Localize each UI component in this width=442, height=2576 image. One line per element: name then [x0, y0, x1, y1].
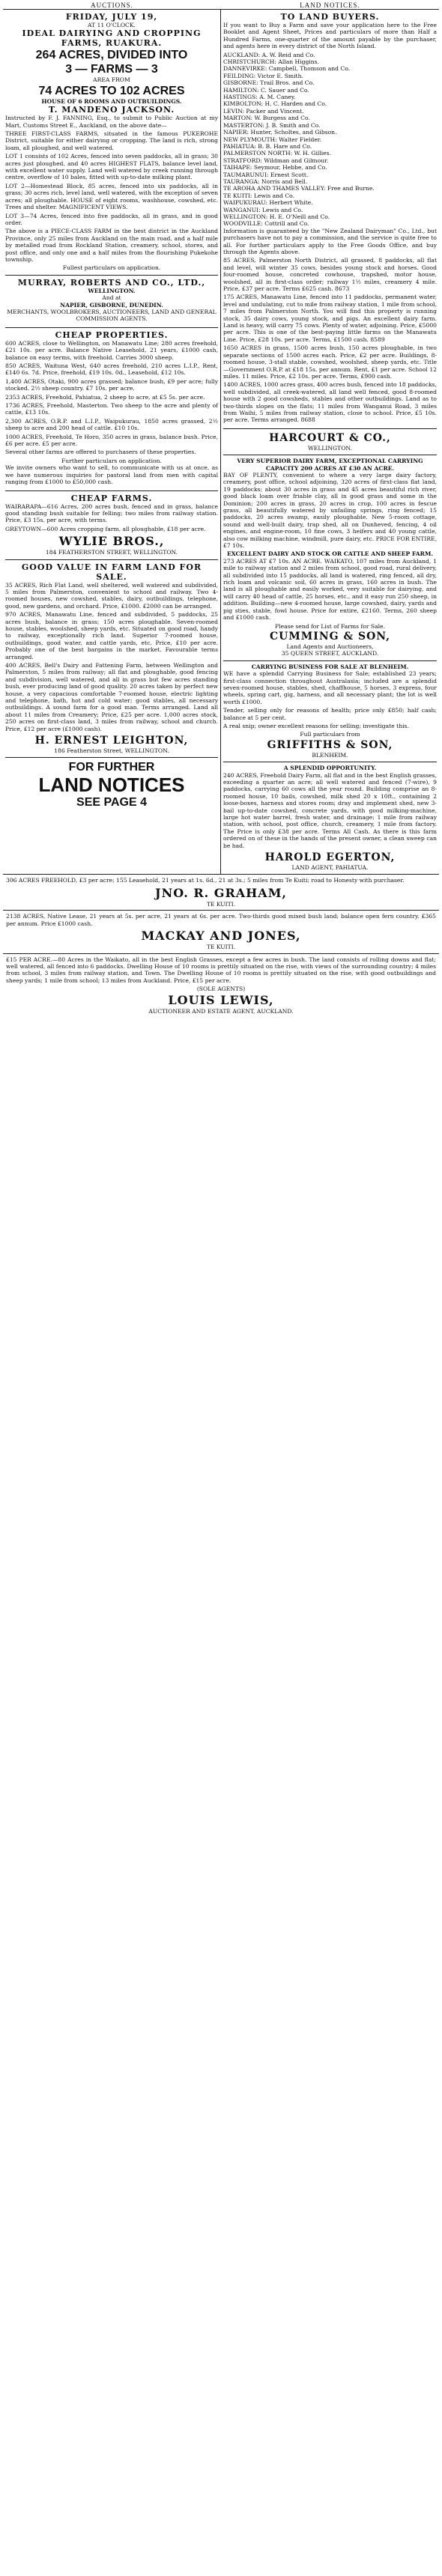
murray-roberts-ad — [5, 276, 218, 328]
auction-time: AT 11 O'CLOCK. — [88, 22, 136, 28]
murray-branches: NAPIER, GISBORNE, DUNEDIN. — [60, 301, 163, 309]
buyers-body: Information is guaranteed by the "New Zealand Dairyman" Co., Ltd., but purchasers have not to pay a commission, and the service is quite free to all. For further particulars apply to the Free Goods Office, and buy through the Agents above. — [223, 227, 437, 255]
agent-entry: WANGANUI: Lewis and Co. — [223, 206, 303, 213]
graham-ad — [3, 874, 439, 910]
further-notices-box — [5, 758, 218, 812]
agent-entry: TAIHAPE: Seymour, Hebbe, and Co. — [223, 164, 327, 171]
agent-entry: HAMILTON: C. Sauer and Co. — [223, 86, 309, 94]
listing: 1736 ACRES, Freehold, Masterton. Two sheep to the acre and plenty of cattle, £13 10s. — [5, 402, 218, 416]
page-header — [3, 1, 439, 10]
agents-list — [223, 52, 437, 228]
cheap-farms — [5, 491, 218, 560]
egerton-ad — [223, 762, 437, 874]
columns — [3, 10, 439, 874]
good-value — [5, 560, 218, 759]
agent-entry: WELLINGTON: H. E. O'Neill and Co. — [223, 213, 330, 220]
land-buyers — [223, 10, 437, 429]
further-line2: LAND NOTICES — [38, 774, 185, 797]
listing: 2353 ACRES, Freehold, Pahiatua, 2 sheep to acre, at £5 5s. per acre. — [5, 393, 205, 401]
auction-body3: The above is a PIECE-CLASS FARM in the best district in the Auckland Province, only 25 miles from Auckland on the main road, and a half mile by metalled road from Rockland Station, creamery, school, stores, and post office, and only one and a half miles from the flourishing Pukekohe township. — [5, 228, 218, 263]
carrying-line2: Tender, selling only for reasons of health; price only £850; half cash; balance at 5 per cent. — [223, 707, 437, 721]
listing: 2,300 ACRES, O.R.P. and L.I.P., Waipukurau, 1850 acres grassed, 2½ sheep to acre and 200 head of cattle. £10 10s. — [5, 417, 218, 432]
auction-body2: THREE FIRST-CLASS FARMS, situated in the famous PUKEROHE District, suitable for either dairying or cropping. The land is rich, strong loam, all ploughed, and well watered. — [5, 130, 218, 151]
listing: 1000 ACRES, Freehold, Te Horo, 350 acres in grass, balance bush. Price, £6 per acre. £5 per acre. — [5, 433, 218, 448]
murray-city: WELLINGTON. — [88, 287, 136, 294]
listing: 600 ACRES, close to Wellington, on Manawatu Line; 280 acres freehold, £21 10s. per acre. Balance Native Leasehold, 21 years, £1000 cash, balance on easy terms, with freehold. Carries 3000 sheep. — [5, 339, 218, 361]
further-line3: SEE PAGE 4 — [76, 796, 147, 809]
agent-entry: FEILDING: Victor E. Smith. — [223, 72, 303, 79]
buyers-intro: If you want to Buy a Farm and save your application here to the Free Booklet and Agent Sheet, Prices and particulars of more than Half a Hundred Farms, one-quarter of the amount payable by the purchaser, and agents here in every district of the North Island. — [223, 22, 437, 50]
agent-entry: WOODVILLE: Cottrill and Co. — [223, 220, 309, 228]
listing: WAIRARAPA—616 Acres, 200 acres bush, fenced and in grass, balance good standing bush suitable for felling; two miles from railway station. Price, £3 15s. per acre, with terms. — [5, 502, 218, 524]
mackay-city: TE KUITI. — [206, 944, 236, 951]
listing: Several other farms are offered to purchasers of these properties. — [5, 449, 196, 456]
agent-entry: STRATFORD: Wildman and Gilmour. — [223, 157, 329, 164]
listing: 1400 ACRES, 1000 acres grass, 400 acres bush, fenced into 18 paddocks, well subdivided, all creek-watered, all land well fenced, good 8-roomed house with 2 good cowsheds, stables and other outbuildings. Land as to two-thirds slopes on the flats; 11 miles from Wanganui Road, 3 miles from Waihi, 5 miles from railway station, close to school. Price, £5 10s. per acre. Terms arranged. 8688 — [223, 381, 437, 424]
auction-acres: 264 ACRES, DIVIDED INTO — [35, 49, 188, 62]
agent-entry: CHRISTCHURCH: Allan Higgins. — [223, 58, 319, 66]
cumming-body: 273 ACRES AT £7 10s. AN ACRE. WAIKATO, 107 miles from Auckland, 1 mile to railway station and 2 miles from school, good road, rural delivery, all subdivided into 15 paddocks, all land is watered, ring fenced, all dry, rich loam and volcanic soil, 60 acres in grass, 160 acres in bush. The land is all ploughable and easily worked, very suitable for dairying, and will carry 40 head of cattle, 25 horses, etc., and it easy run 250 sheep, in addition. Building—new 4-roomed house, large cowshed, dairy, yards and pig sties, stable, fowl house. Price for entire, £2160. Terms, 260 sheep and £1000 cash. — [223, 557, 437, 622]
wylie-name: WYLIE BROS., — [58, 534, 165, 549]
cumming-address: 35 QUEEN STREET, AUCKLAND. — [281, 650, 379, 657]
murray-and-at: And at — [102, 294, 121, 302]
mackay-ad — [3, 910, 439, 953]
lot-1: LOT 1 consists of 102 Acres, fenced into seven paddocks, all in grass; 30 acres just ploughed, and 40 acres HIGHEST FLATS, balance level land, with excellent water supply. Land well watered by creek running through centre, overflow of 10 bales, fitted with up-to-date milking plant. — [5, 153, 218, 181]
cheap-properties — [5, 328, 218, 491]
cumming-excellent: EXCELLENT DAIRY AND STOCK OR CATTLE AND SHEEP FARM. — [226, 550, 434, 558]
auction-house: HOUSE OF 6 ROOMS AND OUTBUILDINGS. — [41, 97, 182, 105]
leighton-address: 186 Featherston Street, WELLINGTON. — [54, 747, 169, 755]
carrying-body: WE have a splendid Carrying Business for Sale; established 23 years; first-class connection throughout Australasia; included are a splendid seven-roomed house, stables, shed, chaffhouse, 5 horses, 3 express, four wheels, spring cart, gig, harness, and all necessary plant; the lot is well worth £1000. — [223, 670, 437, 705]
header-land-notices: LAND NOTICES. — [300, 1, 360, 9]
listing: 35 ACRES, Rich Flat Land, well sheltered, well watered and subdivided, 5 miles from Palmerston, convenient to school and railway. Two 4-roomed houses, new cowshed, stables, dairy, outbuildings, telephone, good, new gardens, and orchard. Price, £1000. £2000 can be arranged. — [5, 581, 218, 610]
listing: 850 ACRES, Waituna West, 640 acres freehold, 210 acres L.I.P., Rent, £140 6s. 7d. Price, freehold, £19 10s. 0d., Leasehold, £12 10s. — [5, 362, 218, 377]
listing: 1,400 ACRES, Otaki, 900 acres grassed; balance bush, £9 per acre; fully stocked. 2½ sheep country. £7 10s. per acre. — [5, 377, 218, 392]
egerton-name: HAROLD EGERTON, — [264, 851, 396, 864]
right-column — [221, 10, 439, 874]
fanning-auction — [5, 10, 218, 276]
lewis-code: (SOLE AGENTS) — [196, 985, 246, 993]
further-line1: FOR FURTHER — [68, 761, 155, 774]
agent-entry: TE KUITI: Lewis and Co. — [223, 192, 294, 199]
graham-city: TE KUITI. — [206, 900, 236, 908]
carrying-business — [223, 661, 437, 762]
lot-3: LOT 3—74 Acres, fenced into five paddocks, all in grass, and in good order. — [5, 212, 218, 226]
carrying-title: CARRYING BUSINESS FOR SALE AT BLENHEIM. — [251, 663, 409, 670]
cumming-name: CUMMING & SON, — [269, 630, 391, 643]
murray-desc: MERCHANTS, WOOLBROKERS, AUCTIONEERS, LAND AND GENERAL COMMISSION AGENTS. — [7, 308, 217, 323]
agent-entry: TAURANGA: Norris and Bell. — [223, 177, 308, 185]
good-value-title: GOOD VALUE IN FARM LAND FOR SALE. — [21, 562, 202, 582]
leighton-name: H. ERNEST LEIGHTON, — [34, 735, 189, 747]
auction-farms: 3 — FARMS — 3 — [65, 63, 158, 76]
buyers-title: TO LAND BUYERS. — [280, 12, 380, 22]
auction-area-from: AREA FROM — [93, 76, 130, 84]
agent-entry: TAUMARUNUI: Ernest Scott. — [223, 171, 309, 178]
listing: GREYTOWN—600 Acres cropping farm, all ploughable, £18 per acre. — [5, 525, 206, 532]
wylie-address: 184 FEATHERSTON STREET, WELLINGTON. — [45, 549, 178, 556]
cumming-intro: BAY OF PLENTY, convenient to where a very large dairy factory, creamery, post office, school adjoining, 320 acres of first-class flat land, 19 paddocks; about 30 acres in grass and 45 acres beautiful rich river, good black loam over friable clay, all in good grass and some in the Dominion; 200 acres in grass, 20 acres in crop, 100 acres in fescue grass, all beautifully watered by unfailing springs, ring fenced; 15 paddocks, 20 acres swamp, easily ploughable. New 5-room cottage, sound and well-built dairy, trap shed, all on Dunheved, fencing, 4 oil engines, and engine-room, 10 fine cows, 3 heifers and 40 young cattle, also cow milking machine, windmill, pure dairy, etc. PRICE FOR ENTIRE, £7 10s. — [223, 471, 437, 550]
mackay-listing: 2138 ACRES, Native Lease, 21 years at 5s. per acre, 21 years at 6s. per acre. Two-thirds good mixed bush land; balance open fern country. £365 per annum. Price £1000 cash. — [6, 913, 436, 927]
egerton-body: 240 ACRES, Freehold Dairy Farm, all flat and in the best English grasses, exceeding a quarter an acre; all well watered and fenced (7-wire), 9 paddocks, carrying 60 cows all the year round. Building comprise an 8-roomed house, 10 bails, cowshed, milk shed 20 x 10ft., containing 2 loose-boxes, harness and stores room; dray and implement shed, new 3-bail up-to-date cowshed, concrete yards, with good milking-machine, large hot water barrel, fresh water, and drainage; 1 mile from railway station, with school, post office, church, creamery, 1 mile from factory. The Price is only £38 per acre. Terms All Cash. As there is this farm ordered on of these in the hands of the present owner, a clean sweep can be had. — [223, 771, 437, 849]
griffiths-name: GRIFFITHS & SON, — [267, 738, 393, 751]
auctioneer-name: T. MANDENO JACKSON. — [48, 105, 175, 115]
header-auctions: AUCTIONS. — [91, 1, 133, 9]
listing: 85 ACRES, Palmerston North District, all grassed, 8 paddocks, all flat and level, will winter 35 cows, besides young stock and horses. Good four-roomed house, concreted cowhouse, trapshed, motor house, woolshed, all in first-class order; railway 1½ miles, creamery 4 mile. Price, £37 per acre. Terms £625 cash. 8673 — [223, 257, 437, 293]
auction-further: Fullest particulars on application. — [62, 264, 161, 272]
agent-entry: TE AROHA AND THAMES VALLEY: Free and Burne. — [223, 185, 375, 192]
auction-range: 74 ACRES TO 102 ACRES — [38, 84, 185, 97]
cheap-further: Further particulars on application. — [61, 457, 162, 464]
egerton-title: A SPLENDID OPPORTUNITY. — [283, 765, 377, 772]
listing: 175 ACRES, Manawatu Line, fenced into 11 paddocks, permanent water, level and undulating, cut to mile from railway station, 1 mile from school, 7 miles from Palmerston North. You will find this property is running stock, 35 dairy cows, young stock, and pigs. An excellent dairy farm. Land is heavy, will carry 75 cows. Plenty of water, adjoining. Price, £5000 per acre. This is one of the best-paying little farms on the Manawatu Line. Price, £28 10s. per acre. Terms, £1500 cash. 8589 — [223, 294, 437, 343]
harcourt-city: WELLINGTON. — [307, 444, 352, 452]
carrying-further: Full particulars from — [300, 731, 360, 738]
cumming-sub: Land Agents and Auctioneers, — [286, 643, 374, 650]
agent-entry: PALMERSTON NORTH: W. H. Gillies. — [223, 150, 331, 157]
agent-entry: MARTON: W. Burgess and Co. — [223, 115, 310, 122]
auction-date: FRIDAY, JULY 19, — [65, 12, 158, 22]
agent-entry: NAPIER: Hunter, Scholtes, and Gibson. — [223, 129, 337, 136]
lewis-listing: £15 PER ACRE.—80 Acres in the Waikato, all in the best English Grasses, except a few acres in bush. The land consists of rolling downs and flat; well watered, all fenced into 6 paddocks. Dwelling House of 10 rooms is prettily situated on the rise, with views of the surrounding country; 4 miles from school, 3 miles from railway station, and Town. The Dwelling House of 10 rooms is prettily situated on the rise, with good outbuildings and sheep yards; 1 mile from school; 13 miles from Auckland. Price, £15 per acre. — [6, 956, 436, 984]
left-column — [3, 10, 221, 874]
murray-name: MURRAY, ROBERTS AND CO., LTD., — [17, 277, 206, 288]
agent-entry: MASTERTON: J. B. Smith and Co. — [223, 121, 321, 129]
graham-name: JNO. R. GRAHAM, — [155, 885, 287, 900]
agent-entry: LEVIN: Packer and Vincent. — [223, 107, 304, 115]
cheap-invite: We invite owners who want to sell, to communicate with us at once, as we have numerous inquiries for pastoral land from men with capital ranging from £1000 to £50,000 cash. — [5, 464, 218, 486]
cumming-title: VERY SUPERIOR DAIRY FARM, EXCEPTIONAL CARRYING CAPACITY 200 ACRES AT £30 AN ACRE. — [237, 458, 423, 472]
cheap-properties-title: CHEAP PROPERTIES. — [55, 329, 169, 340]
agent-entry: NEW PLYMOUTH: Walter Fielder. — [223, 136, 322, 143]
lewis-ad — [3, 953, 439, 1017]
agent-entry: PAHIATUA: B. B. Hare and Co. — [223, 142, 312, 150]
griffiths-city: BLENHEIM. — [312, 751, 348, 759]
listing: 400 ACRES, Bell's Dairy and Fattening Farm, between Wellington and Palmerston, 5 miles from railway; all flat and ploughable, good fencing and subdivision, well watered, and all in grass but few acres standing bush, ever producing land of good quality. 20 acres taken by perfect new house, a very capacious comfortable 7-roomed house, electric lighting and telephone, bath, hot and cold water; good stables, all necessary outbuildings. A sound farm for a good man. Terms arranged. Land all about 11 miles from Creamery; Price, £25 per acre. 1,000 acres stock, 250 acres on first-class land, 3 miles from railway, school and church. Price, £12 per acre (£1000 cash). — [5, 662, 218, 732]
harcourt-ad — [223, 429, 437, 455]
harcourt-name: HARCOURT & CO., — [269, 431, 391, 444]
agent-entry: DANNEVIRKE: Campbell, Thomson and Co. — [223, 65, 351, 73]
auction-heading: IDEAL DAIRYING AND CROPPING FARMS, RUAKURA. — [22, 28, 202, 49]
graham-listing: 306 ACRES FREEHOLD, £3 per acre; 155 Leasehold, 21 years at 1s. 6d., 21 at 3s.; 5 miles from Te Kuiti; road to Honesty with purchaser. — [6, 877, 405, 884]
agent-entry: HASTINGS: A. M. Caney. — [223, 94, 296, 101]
agent-entry: AUCKLAND: A. W. Reid and Co. — [223, 51, 315, 58]
agent-entry: WAIPUKURAU: Herbert White. — [223, 199, 313, 207]
lewis-name: LOUIS LEWIS, — [168, 992, 274, 1007]
listing: 970 ACRES, Manawatu Line, fenced and subdivided, 5 paddocks, 25 acres bush, balance in grass; 150 acres ploughable. Seven-roomed house, stables, woolshed, sheep yards, etc. Situated on good road, handy to railway, exceptionally rich land. Superior 7-roomed house, outbuildings, good water, and cattle yards, etc. Price, £10 per acre. Probably one of the best bargains in the market. Favourable terms arranged. — [5, 611, 218, 660]
lot-2: LOT 2—Homestead Block, 85 acres, fenced into six paddocks, all in grass; 30 acres rich, level land, well watered, with the exception of seven acres; all ploughable. HOUSE of eight rooms, washhouse, cowshed, etc. Trees and shelter. MAGNIFICENT VIEWS. — [5, 182, 218, 211]
egerton-sub: LAND AGENT, PAHIATUA. — [291, 864, 369, 872]
lewis-sub: AUCTIONEER AND ESTATE AGENT, AUCKLAND. — [148, 1007, 294, 1015]
listing: 1650 ACRES in grass, 1500 acres bush, 150 acres ploughable, in two separate sections of 1500 acres each. Price, £2 per acre. Buildings, 8-roomed house, 3-stall stable, cowshed, woolshed, sheep yards, etc. Title—Government O.R.P. at £18 15s. per annum. Rent, £1 per acre. School 12 miles. 11 miles. Price, £2 10s. per acre. Terms, £900 cash. — [223, 344, 437, 380]
agent-entry: KIMBOLTON: H. C. Harden and Co. — [223, 100, 327, 108]
mackay-name: MACKAY AND JONES, — [141, 929, 301, 944]
carrying-line3: A real snip; owner excellent reasons for selling; investigate this. — [223, 722, 409, 729]
cheap-farms-title: CHEAP FARMS. — [70, 493, 153, 503]
cumming-ad — [223, 455, 437, 661]
agent-entry: GISBORNE: Trail Bros. and Co. — [223, 79, 315, 87]
cumming-post: Please send for List of Farms for Sale. — [275, 622, 385, 630]
auction-body1: Instructed by F. J. FANNING, Esq., to submit to Public Auction at my Mart, Customs Street E., Auckland, on the above date— — [5, 115, 218, 129]
